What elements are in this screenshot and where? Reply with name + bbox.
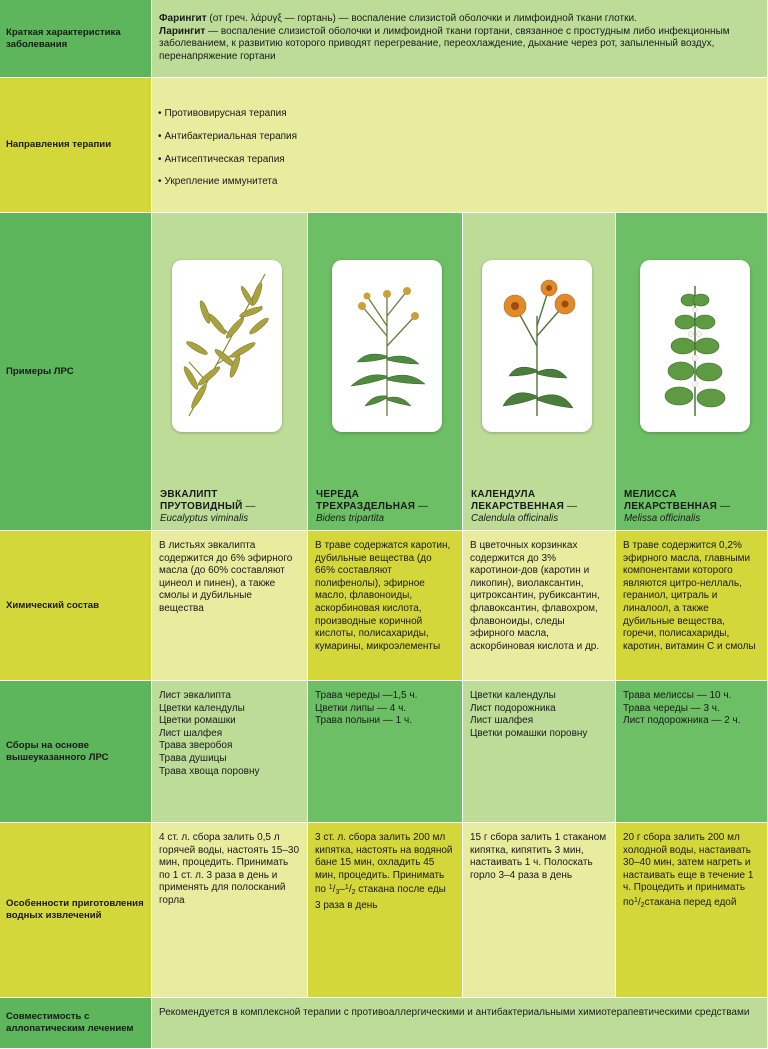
collection-item: Трава зверобоя: [159, 740, 233, 752]
plant-name-bidens: ЧЕРЕДА ТРЕХРАЗДЕЛЬНАЯ — Bidens tripartita: [316, 489, 429, 524]
laryngitis-definition: — воспаление слизистой оболочки и лимфоидной ткани гортани, связанное с простудным либо инфекционным заболеванием, к развитию которого приводят перегревание, переохлаждение, дыхание через рот, запыленный воздух, перенапряжение гортани: [159, 25, 730, 62]
collection-item: Лист шалфея: [159, 727, 223, 739]
preparation-melissa: 20 г сбора залить 200 мл холодной воды, настаивать 30–40 мин, затем нагреть и настаивать еще в течение 1 ч. Процедить и принимать $по^1/_2стакана$ перед едой: [616, 823, 768, 998]
collection-item: Трава череды — 3 ч.: [623, 702, 720, 714]
pharyngitis-term: Фарингит: [159, 13, 207, 24]
row-label-chemistry: Химический состав: [0, 531, 152, 681]
therapy-item: • Антисептическая терапия: [158, 153, 285, 165]
collection-item: Цветки ромашки поровну: [470, 727, 588, 739]
collection-item: Лист эвкалипта: [159, 690, 231, 701]
collection-item: Трава хвоща поровну: [159, 765, 260, 777]
row-label-compatibility: Совместимость с аллопатическим лечением: [0, 998, 152, 1049]
collection-item: Цветки липы — 4 ч.: [315, 702, 407, 714]
collection-item: Трава душицы: [159, 752, 227, 764]
preparation-eucalyptus: 4 ст. л. сбора залить 0,5 л горячей воды, настоять 15–30 мин, процедить. Принимать по 1 ст. л. 3 раза в день и применять для полосканий горла: [152, 823, 308, 998]
collection-item: Трава полыни — 1 ч.: [315, 715, 412, 727]
plant-name-calendula: КАЛЕНДУЛА ЛЕКАРСТВЕННАЯ — Calendula officinalis: [471, 489, 577, 524]
calendula-illustration: [482, 260, 592, 432]
plant-card-eucalyptus: [152, 213, 308, 531]
row-label-collections: Сборы на основе вышеуказанного ЛРС: [0, 681, 152, 823]
melissa-illustration: [640, 260, 750, 432]
plant-card-calendula: [463, 213, 616, 531]
therapy-item: • Противовирусная терапия: [158, 108, 287, 119]
row-label-characteristic: Краткая характеристика заболевания: [0, 0, 152, 78]
therapy-item: • Укрепление иммунитета: [158, 176, 278, 188]
bidens-icon: [337, 266, 437, 426]
collection-item: Цветки ромашки: [159, 715, 236, 727]
collection-calendula: [463, 681, 616, 823]
collection-item: Трава мелиссы — 10 ч.: [623, 690, 732, 701]
row-label-examples: Примеры ЛРС: [0, 213, 152, 531]
plant-card-melissa: [616, 213, 768, 531]
laryngitis-term: Ларингит: [159, 25, 206, 37]
plant-card-bidens: [308, 213, 463, 531]
compatibility-text: Рекомендуется в комплексной терапии с противоаллергическими и антибактериальными химиотерапевтическими средствами: [152, 998, 768, 1049]
preparation-calendula: 15 г сбора залить 1 стаканом кипятка, кипятить 3 мин, настаивать 1 ч. Полоскать горло 3–4 раза в день: [463, 823, 616, 998]
chemistry-melissa: В траве содержится 0,2% эфирного масла, главными компонентами которого являются цитро-неллаль, гераниол, цитраль и линалоол, а также дубильные вещества, горечи, полисахариды, каротин, витамин С и смолы: [616, 531, 768, 681]
chemistry-eucalyptus: В листьях эвкалипта содержится до 6% эфирного масла (до 60% составляют цинеол и пинен), а также смолы и дубильные вещества: [152, 531, 308, 681]
eucalyptus-icon: [177, 266, 277, 426]
therapy-list: [152, 78, 767, 189]
collection-eucalyptus: [152, 681, 308, 823]
plant-name-eucalyptus: ЭВКАЛИПТ ПРУТОВИДНЫЙ — Eucalyptus viminalis: [160, 489, 256, 524]
collection-bidens: [308, 681, 463, 823]
eucalyptus-illustration: [172, 260, 282, 432]
plant-name-melissa: МЕЛИССА ЛЕКАРСТВЕННАЯ — Melissa officinalis: [624, 489, 730, 524]
collection-melissa: [616, 681, 768, 823]
collection-item: Лист подорожника — 2 ч.: [623, 715, 741, 727]
pharyngitis-definition: (от греч. λάρυγξ — гортань) — воспаление слизистой оболочки и лимфоидной ткани глотки.: [206, 13, 637, 24]
characteristic-text: [152, 0, 768, 78]
therapy-list-cell: [152, 78, 768, 213]
preparation-bidens: 3 ст. л. сбора залить 200 мл кипятка, настоять на водяной бане 15 мин, охладить 45 мин, процедить. Принимать по $^1/_3-^1/_2$ стакана после еды 3 раза в день: [308, 823, 463, 998]
collection-item: Цветки календулы: [159, 702, 245, 714]
row-label-preparation: Особенности приготовления водных извлечений: [0, 823, 152, 998]
collection-item: Лист подорожника: [470, 702, 556, 714]
collection-item: Лист шалфея: [470, 715, 534, 727]
chemistry-calendula: В цветочных корзинках содержится до 3% каротинои-дов (каротин и ликопин), виолаксантин, цитроксантин, рубиксантин, флавоксантин, флавохром, флавоноиды, следы эфирного масла, аскорбиновая кислота и др.: [463, 531, 616, 681]
collection-item: Трава череды —1,5 ч.: [315, 690, 418, 701]
chemistry-bidens: В траве содержатся каротин, дубильные вещества (до 66% составляют полифенолы), эфирное масло, флавоноиды, аскорбиновая кислота, производные коричной кислоты, полисахариды, кумарины, микроэлементы: [308, 531, 463, 681]
therapy-item: • Антибактериальная терапия: [158, 130, 298, 142]
row-label-therapy: Направления терапии: [0, 78, 152, 213]
calendula-icon: [487, 266, 587, 426]
bidens-illustration: [332, 260, 442, 432]
melissa-icon: [645, 266, 745, 426]
collection-item: Цветки календулы: [470, 690, 556, 701]
